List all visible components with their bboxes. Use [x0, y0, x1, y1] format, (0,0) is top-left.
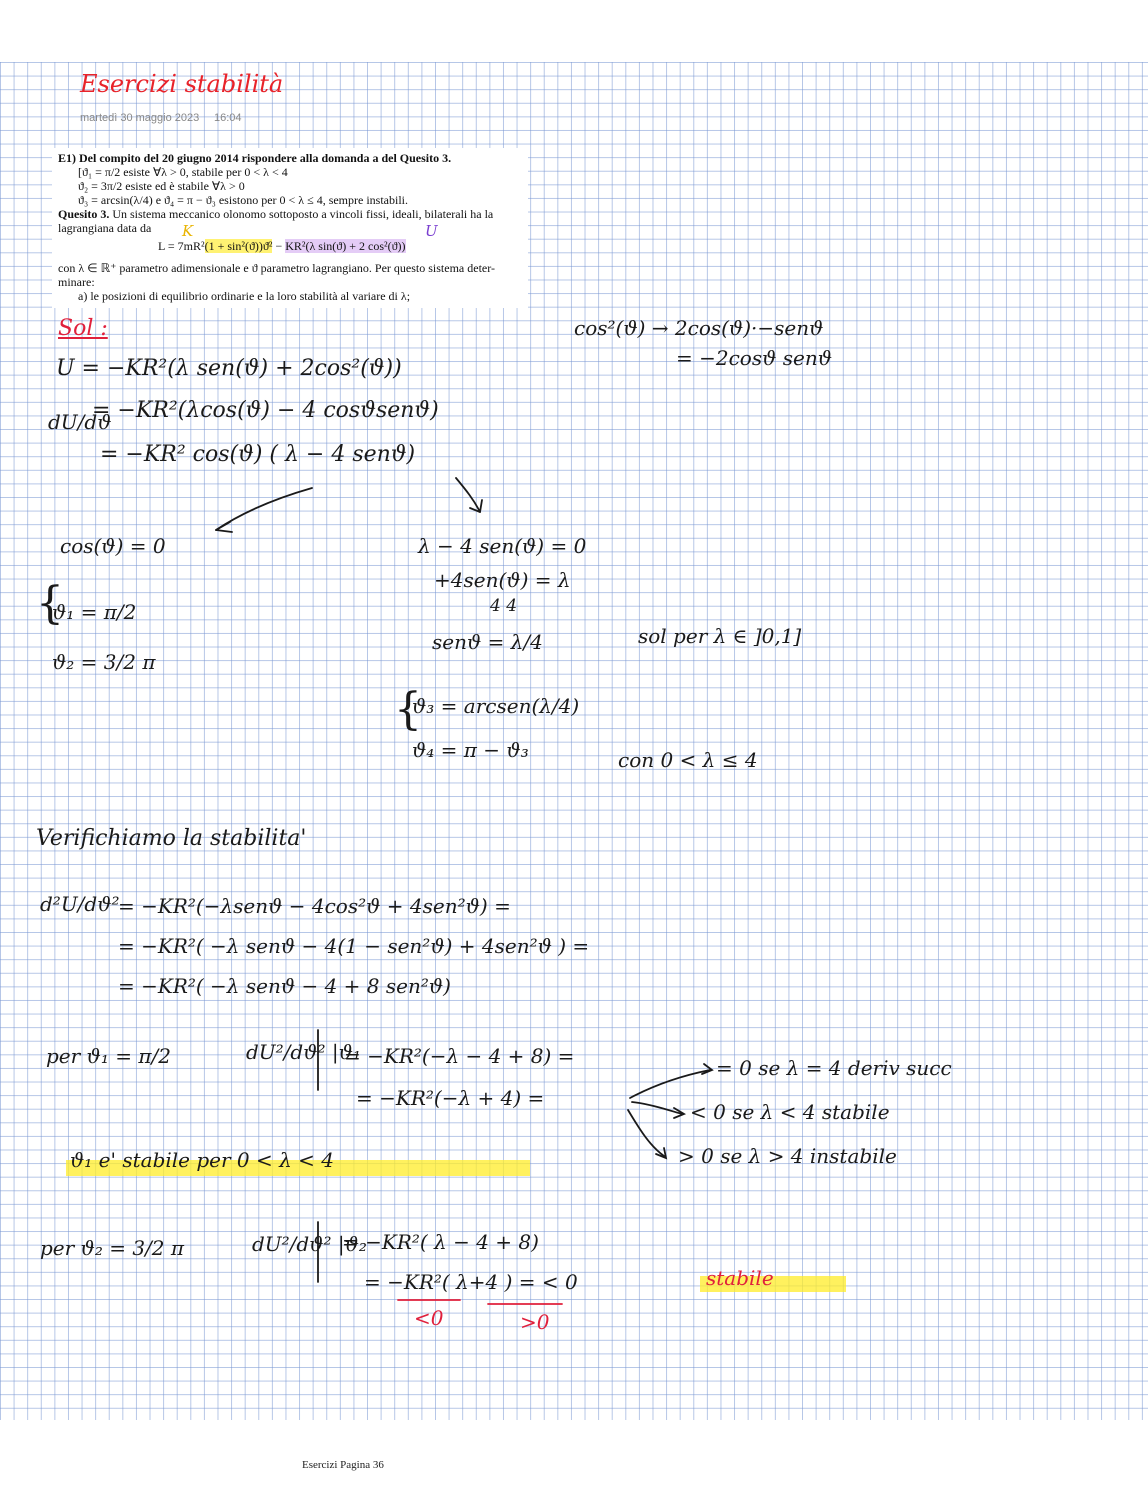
- theta2-solution: ϑ₂ = 3/2 π: [52, 650, 156, 674]
- answer-line-1: [ϑ₁ = π/2 esiste ∀λ > 0, stabile per 0 < λ < 4: [78, 165, 288, 179]
- per-theta2: per ϑ₂ = 3/2 π: [40, 1236, 185, 1260]
- per-theta1: per ϑ₁ = π/2: [46, 1044, 171, 1068]
- lagrangian-prefix: L = 7mR²: [158, 239, 205, 253]
- eval2-line-a: = −KR²( λ − 4 + 8): [342, 1230, 539, 1254]
- brace-left: {: [36, 578, 64, 629]
- stabile-note: stabile: [706, 1266, 774, 1290]
- arrow-left: [216, 488, 312, 530]
- du-label: dU/dϑ: [48, 410, 112, 434]
- positive-note: >0: [520, 1310, 550, 1334]
- date-stamp: martedì 30 maggio 2023: [80, 112, 200, 124]
- eval2-line-b: = −KR²( λ+4 ) = < 0: [364, 1270, 578, 1294]
- arrow-case-a: [630, 1070, 710, 1098]
- problem-intro: E1) Del compito del 20 giugno 2014 rispondere alla domanda a del Quesito 3.: [58, 151, 452, 165]
- lagrangian-minus: −: [272, 239, 286, 253]
- case-greater-zero: > 0 se λ > 4 instabile: [678, 1144, 897, 1168]
- condition-line-1: con λ ∈ ℝ⁺ parametro adimensionale e ϑ parametro lagrangiano. Per questo sistema deter-: [58, 261, 495, 275]
- theta1-solution: ϑ₁ = π/2: [52, 600, 137, 624]
- question-text-1: Un sistema meccanico olonomo sottoposto a vincoli fissi, ideali, bilaterali ha la: [109, 207, 494, 221]
- eval1-label: dU²/dϑ² |ϑ₁: [246, 1040, 361, 1064]
- arrow-case-c: [628, 1110, 664, 1156]
- du-line-a: = −KR²(λcos(ϑ) − 4 cosϑsenϑ): [92, 398, 439, 423]
- theta1-conclusion: ϑ₁ e' stabile per 0 < λ < 4: [70, 1148, 335, 1172]
- solution-range: sol per λ ∈ ]0,1]: [638, 624, 802, 648]
- lambda-equation-2: +4sen(ϑ) = λ: [434, 568, 571, 592]
- question-line-2: lagrangiana data da: [58, 221, 152, 235]
- eval1-line-b: = −KR²(−λ + 4) =: [356, 1086, 545, 1110]
- negative-note: <0: [414, 1306, 444, 1330]
- brace-right: {: [394, 684, 422, 735]
- part-a: a) le posizioni di equilibrio ordinarie e la loro stabilità al variare di λ;: [78, 289, 411, 303]
- page-title: Esercizi stabilità: [80, 70, 284, 98]
- verify-heading: Verifichiamo la stabilita': [36, 826, 307, 851]
- lambda-equation-1: λ − 4 sen(ϑ) = 0: [418, 534, 587, 558]
- lambda-equation-denominators: 4 4: [490, 596, 518, 616]
- existence-condition: con 0 < λ ≤ 4: [618, 748, 758, 772]
- answer-line-3: ϑ₃ = arcsin(λ/4) e ϑ₄ = π − ϑ₃ esistono per 0 < λ ≤ 4, sempre instabili.: [78, 193, 409, 207]
- potential-definition: U = −KR²(λ sen(ϑ) + 2cos²(ϑ)): [56, 356, 402, 381]
- page-footer: Esercizi Pagina 36: [302, 1459, 384, 1471]
- time-stamp: 16:04: [214, 112, 242, 124]
- answer-line-2: ϑ₂ = 3π/2 esiste ed è stabile ∀λ > 0: [78, 179, 245, 193]
- d2u-line-c: = −KR²( −λ senϑ − 4 + 8 sen²ϑ): [118, 974, 451, 998]
- theta4-solution: ϑ₄ = π − ϑ₃: [412, 738, 529, 762]
- sol-label: Sol :: [58, 316, 108, 341]
- eval1-line-a: = −KR²(−λ − 4 + 8) =: [344, 1044, 575, 1068]
- cos-derivative-b: = −2cosϑ senϑ: [676, 346, 833, 370]
- question-label: Quesito 3.: [58, 207, 110, 221]
- d2u-label: d²U/dϑ²: [40, 892, 120, 916]
- arrow-right: [456, 478, 480, 512]
- lagrangian-potential: KR²(λ sin(ϑ) + 2 cos²(ϑ)): [285, 239, 406, 253]
- cos-derivative-a: cos²(ϑ) → 2cos(ϑ)·−senϑ: [574, 316, 824, 340]
- lagrangian-kinetic: (1 + sin²(ϑ))ϑ̇²: [204, 239, 273, 253]
- theta3-solution: ϑ₃ = arcsen(λ/4): [412, 694, 580, 718]
- eval2-label: dU²/dϑ² |ϑ₂: [252, 1232, 367, 1256]
- potential-mark: U: [425, 222, 438, 240]
- d2u-line-b: = −KR²( −λ senϑ − 4(1 − sen²ϑ) + 4sen²ϑ ) =: [118, 934, 590, 958]
- case-equal-zero: = 0 se λ = 4 deriv succ: [716, 1056, 952, 1080]
- sen-equation: senϑ = λ/4: [432, 630, 543, 654]
- du-line-b: = −KR² cos(ϑ) ( λ − 4 senϑ): [100, 442, 416, 467]
- kinetic-mark: K: [182, 222, 194, 240]
- cos-equation: cos(ϑ) = 0: [60, 534, 166, 558]
- case-less-zero: < 0 se λ < 4 stabile: [690, 1100, 890, 1124]
- d2u-line-a: = −KR²(−λsenϑ − 4cos²ϑ + 4sen²ϑ) =: [118, 894, 511, 918]
- condition-line-2: minare:: [58, 275, 95, 289]
